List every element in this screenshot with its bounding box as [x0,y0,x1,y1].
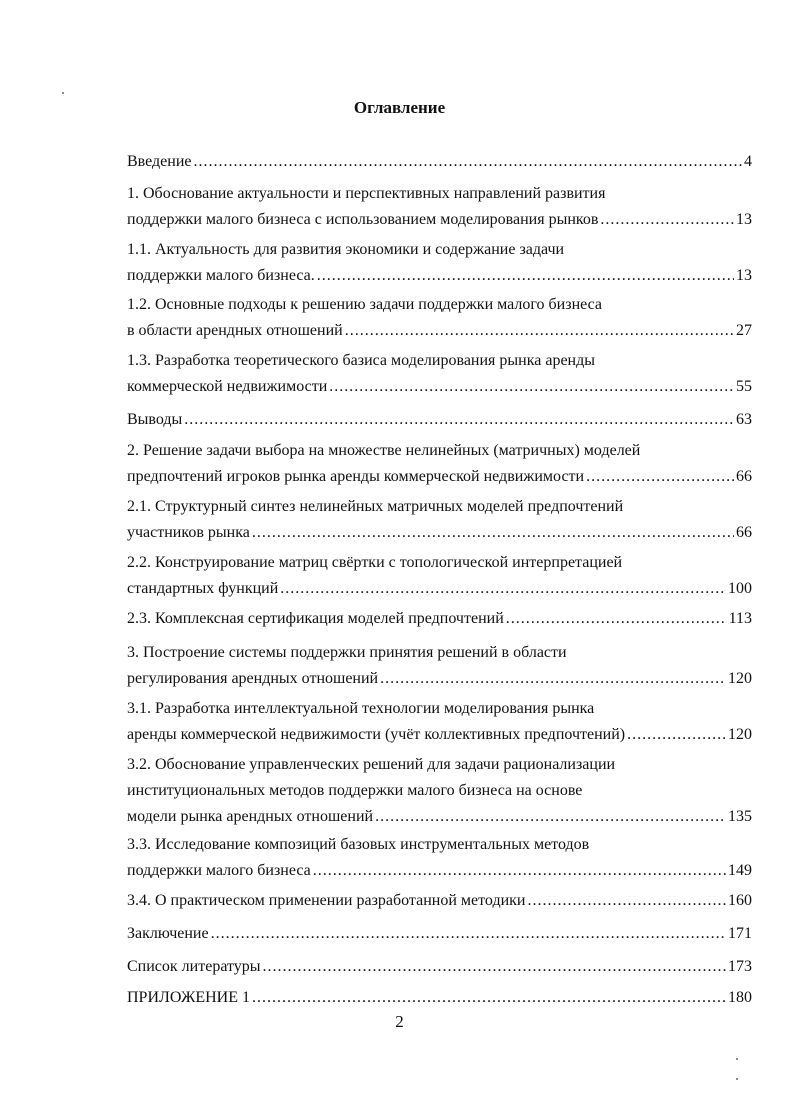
toc-entry-page: 66 [736,524,752,541]
toc-entry-text: 3.4. О практическом применении разработанной методики [127,892,526,909]
toc-entry-text: Список литературы [127,958,261,975]
toc-entry-text: 1.1. Актуальность для развития экономики и содержание задачи [127,241,565,258]
dot-leader [345,318,734,344]
toc-entry-text: 1. Обоснование актуальности и перспективных направлений развития [127,185,606,202]
toc-entry-page: 173 [728,958,752,975]
toc-entry-text: предпочтений игроков рынка аренды коммерческой недвижимости [127,468,585,485]
toc-entry [127,181,752,233]
scan-speck [736,1078,738,1080]
toc-entry [127,292,752,344]
toc-entry [127,832,752,884]
toc-entry-page: 66 [736,468,752,485]
toc-entry-page: 180 [728,989,752,1006]
toc-entry-text: Выводы [127,411,183,428]
dot-leader [252,985,726,1011]
dot-leader [211,921,726,947]
dot-leader [380,666,726,692]
scan-speck [736,1058,738,1060]
toc-entry-page: 171 [728,925,752,942]
dot-leader [317,263,734,289]
dot-leader [527,888,726,914]
toc-entry-page: 13 [736,267,752,284]
toc-entry-text: поддержки малого бизнеса с использованием моделирования рынков [127,211,599,228]
toc-entry [127,888,752,914]
toc-entry-text: институциональных методов поддержки малого бизнеса на основе [127,782,583,799]
toc-entry-text: 2.1. Структурный синтез нелинейных матричных моделей предпочтений [127,498,624,515]
toc-entry-text: ПРИЛОЖЕНИЕ 1 [127,989,251,1006]
toc-entry-page: 160 [728,892,752,909]
toc-entry-text: модели рынка арендных отношений [127,808,374,825]
toc-entry [127,494,752,546]
toc-entry-page: 135 [728,808,752,825]
toc-entry-page: 149 [728,862,752,879]
toc-entry-page: 4 [744,153,752,170]
toc-entry [127,640,752,692]
toc-entry-page: 63 [736,411,752,428]
toc-entry-page: 55 [736,378,752,395]
dot-leader [600,207,734,233]
dot-leader [280,576,726,602]
scan-speck [62,92,64,94]
toc-entry [127,348,752,400]
toc-entry-page: 27 [736,322,752,339]
toc-entry [127,696,752,748]
toc-entry [127,606,752,632]
toc-entry-text: 3.3. Исследование композиций базовых инструментальных методов [127,836,590,853]
toc-entry-text: 2.3. Комплексная сертификация моделей предпочтений [127,610,504,627]
toc-entry-text: Введение [127,153,192,170]
dot-leader [263,954,726,980]
toc-entry-text: 2.2. Конструирование матриц свёртки с топологической интерпретацией [127,554,623,571]
dot-leader [627,722,726,748]
dot-leader [375,804,726,830]
dot-leader [586,464,734,490]
page-number: 2 [395,1012,404,1031]
toc-entry-page: 120 [728,670,752,687]
toc-entry-text: поддержки малого бизнеса [127,862,311,879]
toc-entry-text: стандартных функций [127,580,279,597]
toc-entry-page: 13 [736,211,752,228]
toc-entry [127,550,752,602]
toc-entry-page: 100 [728,580,752,597]
toc-entry-text: участников рынка [127,524,250,541]
toc-entry-text: аренды коммерческой недвижимости (учёт коллективных предпочтений) [127,726,626,743]
dot-leader [506,606,727,632]
dot-leader [184,407,734,433]
toc-entry [127,237,752,289]
toc-entry [127,985,752,1011]
toc-entry [127,921,752,947]
toc-entry-text: в области арендных отношений [127,322,343,339]
toc-entry [127,149,752,175]
toc-entry-text: 3. Построение системы поддержки принятия решений в области [127,644,567,661]
toc-entry-text: 1.2. Основные подходы к решению задачи поддержки малого бизнеса [127,296,603,313]
dot-leader [313,858,726,884]
page-title: Оглавление [353,98,446,117]
toc-entry-text: 3.2. Обоснование управленческих решений для задачи рационализации [127,756,616,773]
toc-entry-text: поддержки малого бизнеса. [127,267,315,284]
toc-entry-page: 120 [728,726,752,743]
toc-entry-text: 3.1. Разработка интеллектуальной технологии моделирования рынка [127,700,595,717]
toc-entry-text: Заключение [127,925,209,942]
toc-entry [127,407,752,433]
toc-entry [127,752,752,830]
toc-entry-page: 113 [728,610,752,627]
toc-entry [127,954,752,980]
toc-entry-text: коммерческой недвижимости [127,378,328,395]
toc-entry-text: 1.3. Разработка теоретического базиса моделирования рынка аренды [127,352,596,369]
toc-entry [127,438,752,490]
toc-entry-text: регулирования арендных отношений [127,670,379,687]
dot-leader [329,374,734,400]
toc-entry-text: 2. Решение задачи выбора на множестве нелинейных (матричных) моделей [127,442,641,459]
dot-leader [252,520,734,546]
dot-leader [194,149,743,175]
